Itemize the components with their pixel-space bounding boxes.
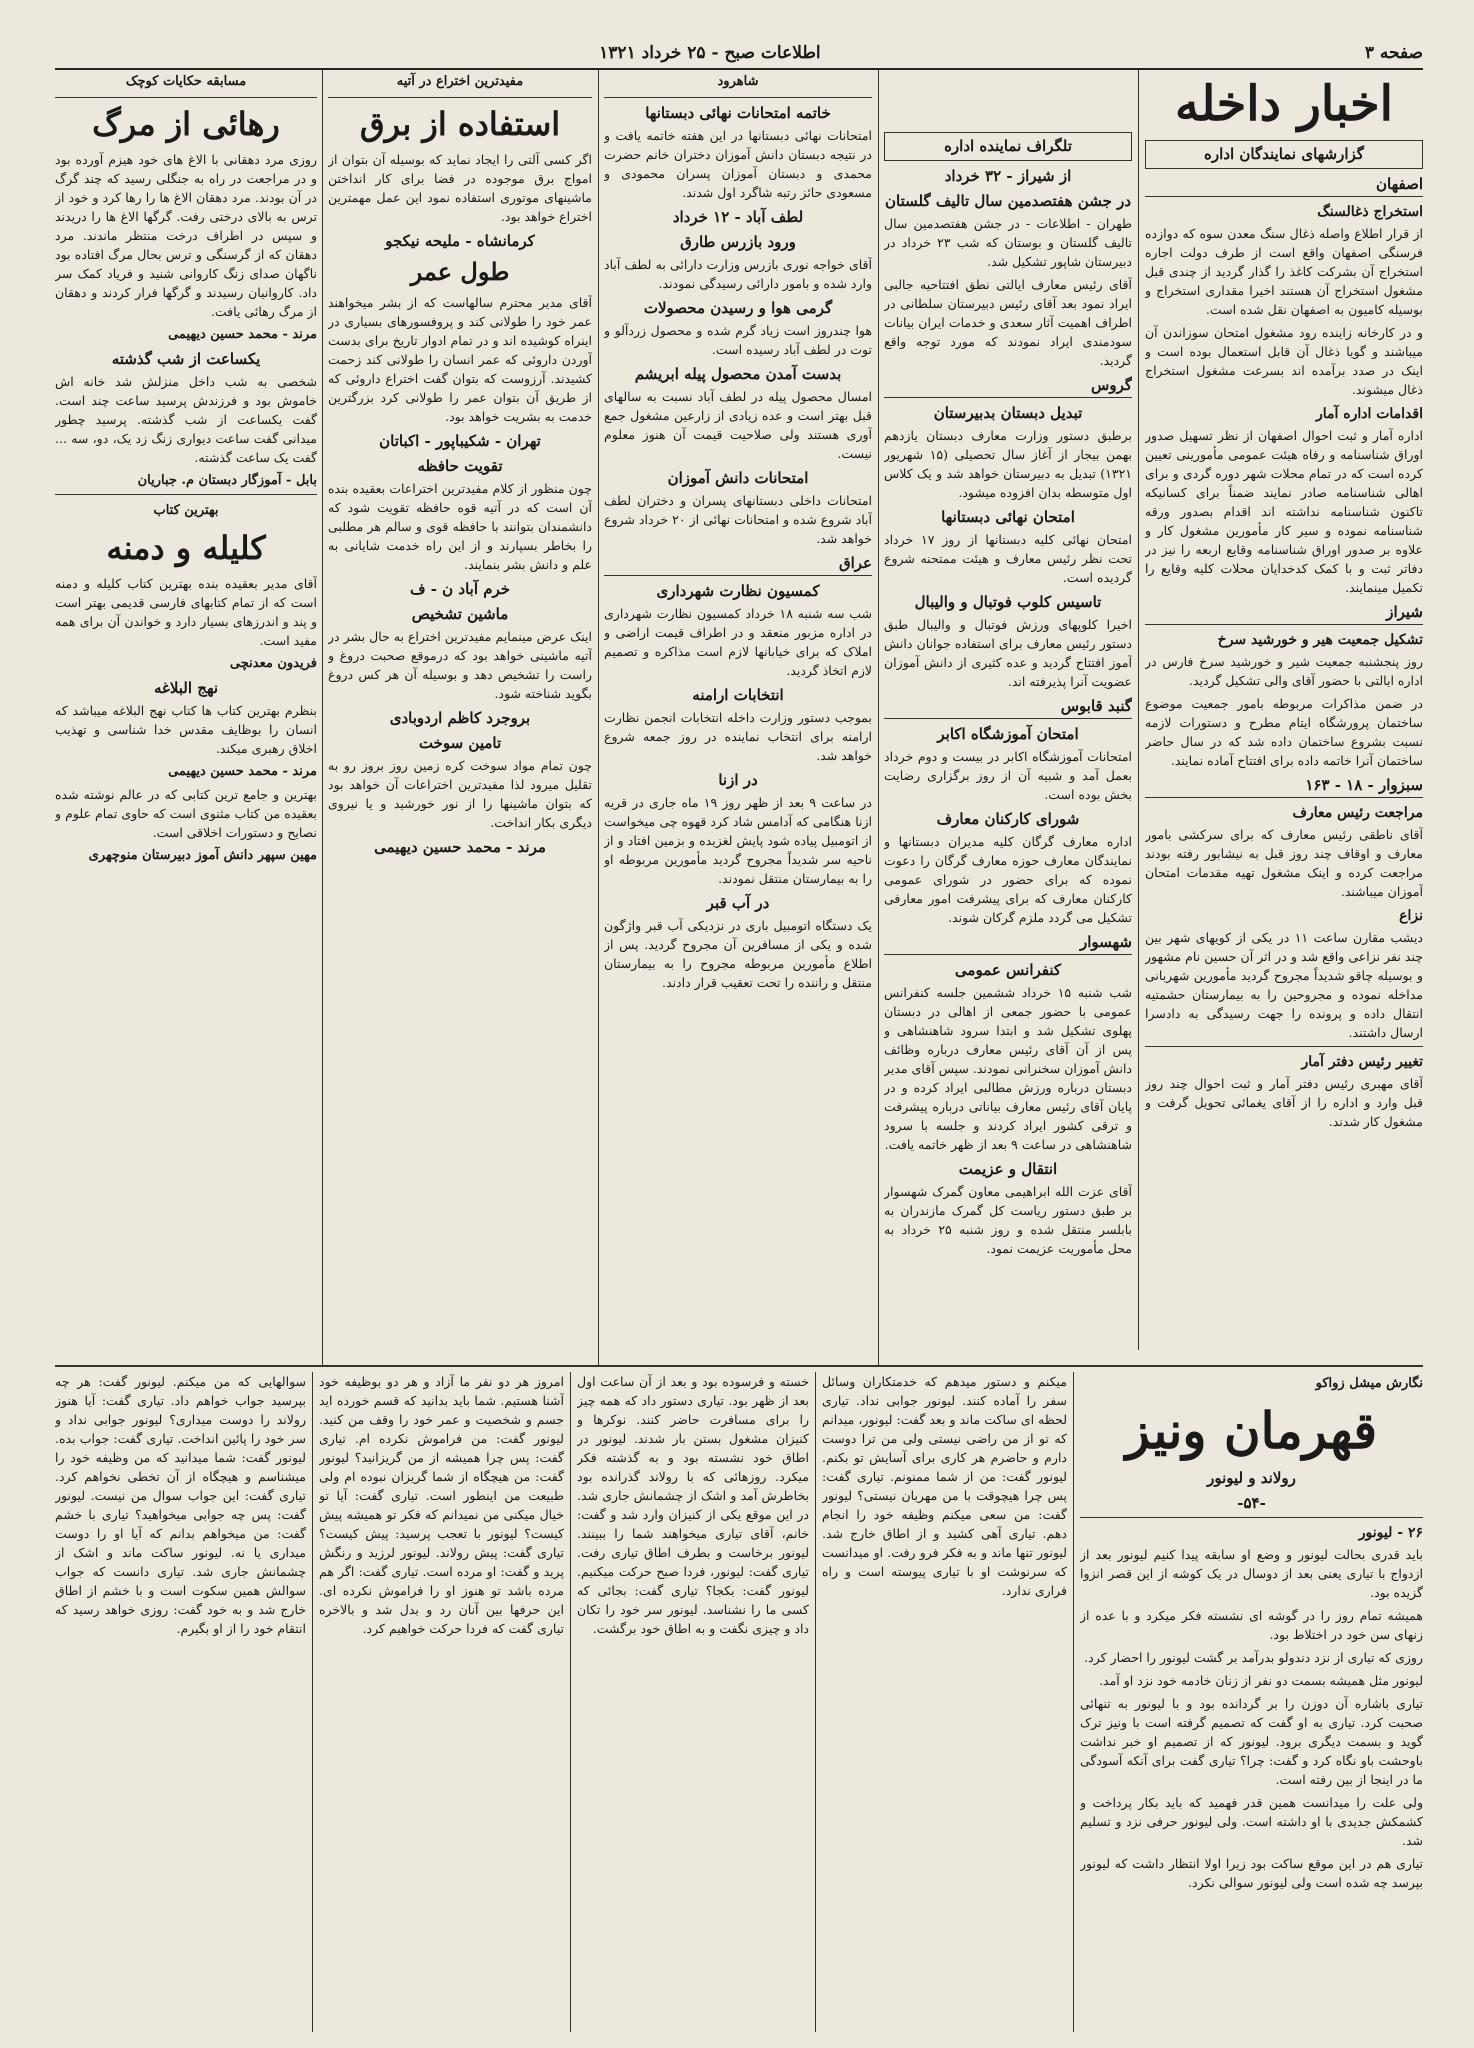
section-divider [55,1365,1423,1367]
article-text: بموجب دستور وزارت داخله انتخابات انجمن نظارت ارامنه برای انتخاب نماینده در روز جمعه شروع خواهد شد. [604,710,872,763]
dateline: از شیراز - ۳۲ خرداد [944,167,1072,185]
signature: تهران - شکیباپور - اکباتان [379,432,541,450]
article-heading: در جشن هفتصدمین سال تالیف گلستان [885,192,1131,210]
article-text: شخصی به شب داخل منزلش شد خانه اش خاموش بود و فرزندش پرسید ساعت چند است. گفت یکساعت از شب گذشته. پرسید چطور میدانی گفت ساعت دیواری زنگ زد یک، دو، سه ... گفت یک ساعت گذشته. [55,374,317,465]
box-title: تلگراف نماینده اداره [884,132,1132,161]
issue-date: اطلاعات صبح - ۲۵ خرداد ۱۳۲۱ [599,43,821,63]
box-title: گزارشهای نمایندگان اداره [1145,140,1423,169]
section-title: اخبار داخله [1174,76,1393,132]
article-text: آقای مهبری رئیس دفتر آمار و ثبت احوال چند روز قبل وارد و اداره را از آقای یغمائی تحویل گرفت و مشغول کار شدند. [1145,1076,1423,1129]
signature: خرم آباد ن - ف [409,580,511,598]
article-text: آقای خواجه نوری بازرس وزارت دارائی به لطف آباد وارد شده و بامور دارائی رسیدگی نمودند. [604,257,872,291]
serial-continuation [822,1372,1067,2032]
article-heading: تاسیس کلوب فوتبال و والیبال [914,593,1102,611]
article-text: آقای ناطقی رئیس معارف که برای سرکشی بامور معارف و اوقاف چند روز قبل به نیشابور رفته بودند مراجعت کرده و اینک مشغول تهیه مقدمات امتحان آموزان میباشند. [1145,827,1423,899]
divider [55,97,317,98]
article-text: اداره معارف گرگان کلیه مدیران دبستانها و نمایندگان معارف حوزه معارف گرگان را دعوت نموده که برای حضور در شورای عمومی کارکنان معارف که برای پیشرفت امور معارفی تشکیل می گردد ملزم گرکان شوند. [884,834,1132,925]
article-text: دیشب مقارن ساعت ۱۱ در یکی از کویهای شهر بین چند نفر نزاعی واقع شد و در اثر آن حسین نام مشهور و بوسیله چاقو شدیداً مجروح گردید مأمورین شهربانی مداخله نموده و مجروحین را به بیمارستان حشمتیه انتقال داده و پرونده را جهت رسیدگی به دادسرا ارسال داشتند. [1145,930,1423,1040]
article-text: امتحانات نهائی دبستانها در این هفته خاتمه یافت و در نتیجه دبستان دانش آموزان دختران خانم حضرت محمدی و دبستان آموزان پسران محمودی و مسعودی حائز رتبه شاگرد اول شدند. [604,128,872,200]
article-text: بهترین و جامع ترین کتابی که در عالم نوشته شده بعقیده من کتاب مثنوی است که حاوی تمام علوم و نصایح و دستورات اخلاقی است. [55,787,317,840]
column-rule [570,1372,571,2032]
article-heading: تقویت حافظه [417,457,503,475]
article-heading: امتحانات دانش آموزان [667,469,809,487]
article-text: امتحانات آموزشگاه اکابر در بیست و دوم خرداد بعمل آمد و شبیه آن از روز برگزاری رضایت بخش بوده است. [884,749,1132,802]
article-heading: اقدامات اداره آمار [1315,406,1423,422]
serial-author: نگارش میشل زواکو [1315,1376,1423,1391]
serial-text: لیونور مثل همیشه بسمت دو نفر از زنان خادمه خود نزد او آمد. [1099,1673,1423,1688]
location-heading: شهسوار [884,933,1132,955]
article-text: چون تمام مواد سوخت کره زمین روز بروز رو به تقلیل میرود لذا مفیدترین اختراعات آن خواهد بود که بتوان ماشینها را از نور خورشید و یا نیروی دیگری بکار انداخت. [328,758,592,830]
article-heading: ورود بازرس طارق [680,233,796,251]
column-rule [312,1372,313,2032]
column-kicker: مفیدترین اختراع در آتیه [396,74,524,89]
article-heading: در ازنا [718,771,758,789]
serial-novel [1080,1372,1423,2032]
article-text: اداره آمار و ثبت احوال اصفهان از نظر تسهیل صدور اوراق شناسنامه و رفاه هیئت عمومی مأمورینی تعیین کرده است که در تمام محلات شهر دوره گردی و برای اهالی شناسنامه صادر نمایند ضمناً برای کسانیکه تاکنون شناسنامه نداشته اند اقدام بصدور ورقه شناسنامه نموده و سیر کار مأمورین مشغول کار و علاوه بر صدور اوراق شناسنامه وقایع اربعه را نیز در دفاتر ثبت و با کمک کدخدایان محلات کلیه وقایع را تکمیل مینمایند. [1145,428,1423,595]
serial-text: خسته و فرسوده بود و بعد از آن ساعت اول بعد از ظهر بود. تیاری دستور داد که همه چیز را برای مسافرت حاضر کنند. نوکرها و کنیزان مشغول بستن بار شدند. لیونور در اطاق خود نشسته بود و به گذشته فکر میکرد. روزهائی که با رولاند گذرانده بود بخاطرش آمد و اشک از چشمانش جاری شد. در این موقع یکی از کنیزان وارد شد و گفت: خانم، آقای تیاری میخواهند شما را ببینند. لیونور برخاست و بطرف اطاق تیاری رفت. تیاری گفت: لیونور، فردا صبح حرکت میکنیم. لیونور گفت: بکجا؟ تیاری گفت: بجائی که کسی ما را نشناسد. لیونور سر خود را تکان داد و چیزی نگفت و به اطاق خود برگشت. [577,1374,809,1636]
article-text: در ضمن مذاکرات مربوطه بامور جمعیت موضوع ساختمان پرورشگاه ایتام مطرح و دستورات لازمه نسبت بشروع ساختمان داده شد که در سال حاضر ساختمان آنرا خاتمه داده برای افتتاح آماده نمایند. [1145,696,1423,768]
article-text: آقای مدیر بعقیده بنده بهترین کتاب کلیله و دمنه است که از تمام کتابهای فارسی قدیمی بهتر است و پند و اندرزهای بسیار دارد و خواندن آن برای همه مفید است. [55,576,317,648]
serial-continuation [55,1372,306,2032]
chapter-heading: ۲۶ - لیونور [1358,1525,1423,1541]
divider [1080,1517,1423,1518]
article-heading: یکساعت از شب گذشته [111,350,261,368]
location-heading: گروس [884,376,1132,398]
column-stories [55,70,317,1360]
article-text: آقای رئیس معارف ایالتی نطق افتتاحیه جالبی ایراد نمود بعد آقای رئیس دبیرستان سلطانی در اطراف اهمیت آثار سعدی و خدمات ایران بیانات سودمندی ایراد نمودند که مورد توجه واقع گردید. [884,277,1132,368]
article-heading: نهج البلاغه [153,679,219,697]
article-heading: مراجعت رئیس معارف [1292,805,1423,821]
location-heading: گنبد قابوس [884,697,1132,719]
serial-title: قهرمان ونیز [1125,1401,1378,1460]
dateline: لطف آباد - ۱۲ خرداد [672,208,804,226]
column-rule [815,1372,816,2032]
article-text: روزی مرد دهقانی با الاغ های خود هیزم آورده بود و در مراجعت در راه به جنگلی رسید که چند گرگ در آن بودند. مرد دهقان الاغ ها را رها کرد و خود از ترس به بالای درختی رفت. گرگها الاغ ها را دریدند و سپس در اطراف درخت منتظر ماندند. مرد دهقان که از گرسنگی و ترس بحال مرگ افتاده بود ناگهان صدای زنگ کاروانی شنید و فریاد کمک سر داد. کاروانیان رسیدند و گرگها فرار کردند و دهقان از مرگ رهائی یافت. [55,152,317,319]
article-text: هوا چندروز است زیاد گرم شده و محصول زردآلو و توت در لطف آباد رسیده است. [604,323,872,357]
article-text: امتحان نهائی کلیه دبستانها از روز ۱۷ خرداد تحت نظر رئیس معارف و هیئت ممتحنه شروع گردیده است. [884,532,1132,585]
column-kicker: شاهرود [717,74,759,89]
column-rule [322,70,323,1365]
serial-continuation [577,1372,809,2032]
feature-title: استفاده از برق [359,105,561,143]
masthead [55,38,1423,70]
column-kicker: مسابقه حکایات کوچک [125,74,247,89]
serial-text: سوالهایی که من میکنم. لیونور گفت: هر چه بپرسید جواب خواهم داد. تیاری گفت: آیا هنوز رولاند را دوست میداری؟ لیونور جوابی نداد و سر خود را پائین انداخت. تیاری گفت: جواب بده. لیونور گفت: شما میدانید که من وظیفه خود را میشناسم و هیچگاه از آن تخطی نخواهم کرد. تیاری گفت: این جواب سوال من نیست. لیونور گفت: پس چه جوابی میخواهید؟ تیاری با خشم گفت: من میخواهم بدانم که آیا او را دوست میداری یا نه. لیونور ساکت ماند و اشک از چشمانش جاری شد. تیاری دانست که جواب سوالش همین سکوت است و با خشم از اطاق خارج شد و به خود گفت: روزی خواهد رسید که انتقام خود را از او بگیرم. [55,1374,306,1636]
article-text: طهران - اطلاعات - در جشن هفتصدمین سال تالیف گلستان و بوستان که شب ۲۳ خرداد در دبیرستان شاپور تشکیل شد. [884,216,1132,269]
article-text: آقای مدیر محترم سالهاست که از بشر میخواهند عمر خود را طولانی کند و پروفسورهای بسیاری در اینراه کوشیده اند و در تمام ادوار تاریخ برای بدست آوردن داروئی که عمر انسان را طولانی کند زحمت کشیدند. آرزوست که بتوان گفت اختراع داروئی که از طریق آن بتوان عمر را طولانی کرد بزرگترین خدمت به بشریت خواهد بود. [328,295,592,424]
article-text: روز پنجشنبه جمعیت شیر و خورشید سرخ فارس در اداره ایالتی با حضور آقای والی تشکیل گردید. [1145,654,1423,688]
divider [55,494,317,495]
location-heading: عراق [604,554,872,576]
serial-number: -۵۴- [1237,1494,1266,1512]
serial-subtitle: رولاند و لیونور [1207,1469,1296,1487]
article-heading: استخراج ذغالسنگ [1317,204,1423,220]
article-text: شب شنبه ۱۵ خرداد ششمین جلسه کنفرانس عمومی با حضور جمعی از اهالی در دبستان پهلوی تشکیل شد و ابتدا سرود شاهنشاهی و پس از آن آقای رئیس معارف درباره وظائف دانش آموزان سخنرانی نمودند. سپس آقای مدیر دبستان درباره ورزش مطالبی ایراد کرده و در پایان آقای رئیس معارف بیاناتی درباره پیشرفت و ترقی کشور ایراد کردند و جلسه با سرود شاهنشاهی در ساعت ۹ بعد از ظهر خاتمه یافت. [884,985,1132,1152]
location-heading: شیراز [1145,603,1423,625]
serial-text: تیاری هم در این موقع ساکت بود زیرا اولا انتظار داشت که لیونور بپرسد چه شده است ولی لیونور سوالی نکرد. [1080,1856,1423,1890]
article-heading: تشکیل جمعیت هیر و خورشید سرخ [1217,632,1423,648]
divider [328,97,592,98]
signature: بابل - آموزگار دبستان م. جباریان [137,473,317,488]
article-heading: ماشین تشخیص [411,605,509,623]
article-heading: انتخابات ارامنه [692,686,784,704]
article-heading: تبدیل دبستان بدبیرستان [933,404,1083,422]
article-heading: امتحان نهائی دبستانها [941,508,1075,526]
column-domestic-news [1145,70,1423,1280]
location-heading: اصفهان [1145,175,1423,197]
article-heading: گرمی هوا و رسیدن محصولات [643,299,833,317]
article-heading: بدست آمدن محصول پیله ابریشم [634,365,842,383]
article-text: اگر کسی آلتی را ایجاد نماید که بوسیله آن بتوان از امواج برق موجوده در فضا برای کار انداختن ماشینهای موتوری استفاده نمود این عمل مهمترین اختراع خواهد بود. [328,152,592,224]
article-heading: خاتمه امتحانات نهائی دبستانها [645,104,831,122]
article-heading: در آب قبر [706,894,770,912]
article-text: برطبق دستور وزارت معارف دبستان یازدهم بهمن بیجار از آغاز سال تحصیلی (۱۵ شهریور ۱۳۲۱) تبدیل به دبیرستان خواهد شد و یک کلاس اول متوسطه بدان افزوده میشود. [884,428,1132,500]
article-heading: کنفرانس عمومی [954,961,1062,979]
signature: بروجرد کاظم اردوبادی [389,709,531,727]
article-heading: شورای کارکنان معارف [936,810,1080,828]
feature-title: رهائی از مرگ [92,105,280,143]
signature: فریدون معدنچی [229,656,317,671]
serial-text: همیشه تمام روز را در گوشه ای نشسته فکر میکرد و با عده از زنهای سن خود در اختلاط بود. [1080,1608,1423,1642]
signature: مرند - محمد حسین دیهیمی [168,764,317,779]
article-text: بنظرم بهترین کتاب ها کتاب نهج البلاغه میباشد که انسان را بوظایف مقدس خدا شناسی و تهذیب اخلاق رهبری میکند. [55,703,317,756]
column-rule [1138,70,1139,1350]
serial-text: امروز هر دو نفر ما آزاد و هر دو بوظیفه خود آشنا هستیم. شما باید بدانید که قسم خورده اید جسم و شخصیت و عمر خود را وقف من کنید. لیونور گفت: من فراموش نکرده ام. تیاری گفت: پس چرا همیشه از من گریزانید؟ لیونور گفت: من هیچگاه از شما گریزان نبوده ام ولی طبیعت من اینطور است. تیاری گفت: آیا تو خیال میکنی من نمیدانم که فکر تو همیشه پیش کیست؟ لیونور با تعجب پرسید: پیش کیست؟ تیاری گفت: پیش رولاند. لیونور لرزید و رنگش پرید و گفت: او مرده است. تیاری گفت: اگر هم مرده باشد تو هنوز او را فراموش نکرده ای. این حرفها بین آنان رد و بدل شد و بالاخره تیاری گفت که فردا حرکت خواهیم کرد. [319,1374,564,1636]
article-heading: انتقال و عزیمت [958,1160,1058,1178]
signature: مرند - محمد حسین دیهیمی [374,838,546,856]
location-heading: سبزوار - ۱۸ - ۱۶۳ [1145,776,1423,798]
column-rule [1073,1372,1074,2032]
divider [1145,1046,1423,1047]
serial-text: ولی علت را میدانست همین قدر فهمید که باید بکار پرداخت و کشمکش جدیدی با او داشته است. ولی لیونور حرفی نزد و تسلیم شد. [1080,1795,1423,1848]
article-text: یک دستگاه اتومبیل باری در نزدیکی آب قبر واژگون شده و یکی از مسافرین آن مجروح گردید. پس از اطلاع مأمورین مربوطه مجروح را به بیمارستان منتقل و راننده را تحت تعقیب قرار دادند. [604,918,872,990]
signature: مرند - محمد حسین دیهیمی [168,327,317,342]
serial-text: تیاری باشاره آن دوزن را بر گردانده بود و با لیونور به تنهائی صحبت کرد. تیاری به او گفت که تصمیم گرفته است با ونیز ترک گوید و بسمت دیگری برود. لیونور که از تصمیم او خبر نداشت باوحشت باو نگاه کرد و گفت: چرا؟ تیاری گفت برای آنکه آسودگی ما در اینجا از بین رفته است. [1080,1696,1423,1787]
dateline: کرمانشاه - ملیحه نیکجو [385,232,535,250]
column-telegraph [884,70,1132,1325]
article-text: از قرار اطلاع واصله ذغال سنگ معدن سوه که دوازده فرسنگی اصفهان واقع است از طرف دولت اجاره استخراج آن بشرکت کاغذ را گذار گردید از چندی قبل مشغول استخراج آن هستند اخیرا مقداری استخراج و بوسیله کامیون به اصفهان نقل شده است. [1145,226,1423,317]
article-heading: تامین سوخت [418,734,502,752]
feature-title: کلیله و دمنه [106,529,266,567]
column-inventions [328,70,592,1360]
article-text: اخیرا کلوپهای ورزش فوتبال و والیبال طبق دستور رئیس معارف برای استفاده جوانان دانش آموز افتتاح گردید و عده کثیری از دانش آموزان عضویت آنرا پذیرفته اند. [884,617,1132,689]
column-kicker: بهترین کتاب [153,503,219,518]
article-text: شب سه شنبه ۱۸ خرداد کمسیون نظارت شهرداری در اداره مزبور منعقد و در اطراف قیمت اراضی و املاک که برای خیابانها لازم است مذاکره و تصمیم لازم اتخاذ گردید. [604,606,872,678]
article-text: امتحانات داخلی دبستانهای پسران و دختران لطف آباد شروع شده و امتحانات نهائی از ۲۰ خرداد شروع خواهد شد. [604,493,872,546]
article-text: چون منظور از کلام مفیدترین اختراعات بعقیده بنده آن است که در آتیه قوه حافظه تقویت شود که دانشمندان بتوانند با حافظه قوی و سالم هر مطلبی را بخاطر بسپارند و از این راه خدمت شایانی به علم و دانش بشر بنمایند. [328,481,592,572]
divider [604,97,872,98]
article-text: در ساعت ۹ بعد از ظهر روز ۱۹ ماه جاری در قریه ازنا هنگامی که آدامس شاد کرد قهوه چی میخواست از اتومبیل پیاده شود پایش لغزیده و بزمین افتاد و از ناحیه سر شدیداً مجروح گردید مأمورین مربوطه او را به بیمارستان منتقل نمودند. [604,795,872,886]
article-heading: طول عمر [410,257,510,286]
column-rule [878,70,879,1365]
serial-continuation [319,1372,564,2032]
column-rule [598,70,599,1365]
column-provinces [604,70,872,1325]
article-heading: کمسیون نظارت شهرداری [656,582,820,600]
article-heading: تغییر رئیس دفتر آمار [1301,1054,1423,1070]
article-heading: نزاع [1399,908,1423,924]
serial-text: باید قدری بحالت لیونور و وضع او سابقه پیدا کنیم لیونور بعد از ازدواج با تیاری یعنی بعد از دوسال در یک کوشه از این قصر انزوا گزیده بود. [1080,1547,1423,1600]
page-number: صفحه ۳ [1364,43,1423,63]
signature: مهین سپهر دانش آموز دبیرستان منوچهری [88,848,317,863]
serial-text: روزی که تیاری از نزد دندولو بدرآمد بر گشت لیونور را احضار کرد. [1084,1650,1423,1665]
article-heading: امتحان آموزشگاه اکابر [937,725,1079,743]
article-text: و در کارخانه زاینده رود مشغول امتحان سوزاندن آن میباشند و گویا ذغال آن قابل استعمال بوده است و اینک در صدد برآمده اند بسرعت مشغول استخراج ذغال میشوند. [1145,325,1423,397]
article-text: امسال محصول پیله در لطف آباد نسبت به سالهای قبل بهتر است و عده زیادی از زارعین مشغول جمع آوری هستند ولی صلاحیت قیمت آن هنوز معلوم نیست. [604,389,872,461]
article-text: آقای عزت الله ابراهیمی معاون گمرک شهسوار بر طبق دستور ریاست کل گمرک مازندران به بابلسر منتقل شده و روز شنبه ۲۵ خرداد به محل مأموریت عزیمت نمود. [884,1184,1132,1256]
serial-text: میکنم و دستور میدهم که خدمتکاران وسائل سفر را آماده کنند. لیونور جوابی نداد. تیاری لحظه ای ساکت ماند و بعد گفت: لیونور، میدانم که تو از من راضی نیستی ولی من ترا دوست دارم و حاضرم هر کاری برای آسایش تو بکنم. لیونور گفت: من از شما ممنونم. تیاری گفت: پس چرا هیچوقت با من مهربان نیستی؟ لیونور گفت: من سعی میکنم وظیفه خود را انجام دهم. تیاری آهی کشید و از اطاق خارج شد. لیونور تنها ماند و به فکر فرو رفت. او میدانست که سرنوشت او با تیاری پیوسته است و راه فراری ندارد. [822,1374,1067,1598]
article-text: اینک عرض مینمایم مفیدترین اختراع به حال بشر در آتیه ماشینی خواهد بود که درموقع صحبت دروغ و راست را تشخیص دهد و بوسیله آن هر کس دروغ بگوید شناخته شود. [328,629,592,701]
